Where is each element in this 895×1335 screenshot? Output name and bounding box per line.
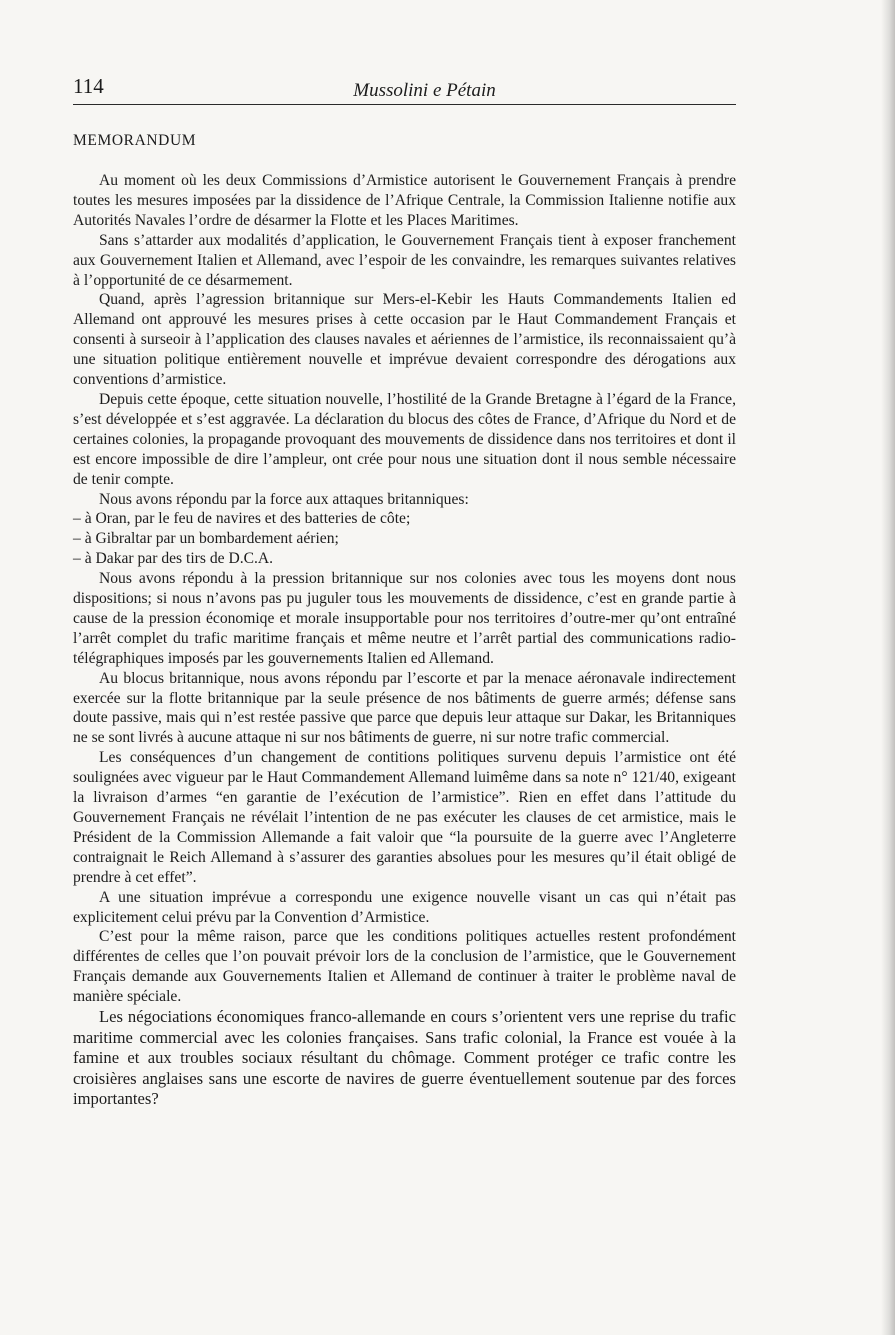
page-header	[73, 70, 736, 105]
list-item: – à Gibraltar par un bombardement aérien;	[73, 530, 339, 548]
paragraph: Nous avons répondu par la force aux attaques britanniques:	[99, 490, 469, 508]
paragraph: Sans s’attarder aux modalités d’application, le Gouvernement Français tient à exposer franchement aux Gouvernement Italien et Allemand, avec l’espoir de les convaindre, les remarques suivantes relatives à l’opportunité de ce désarmement.	[73, 231, 736, 289]
document-page	[73, 70, 736, 1110]
paragraph: A une situation imprévue a correspondu une exigence nouvelle visant un cas qui n’était pas explicitement celui prévu par la Convention d’Armistice.	[73, 888, 736, 926]
paragraph: Au blocus britannique, nous avons répondu par l’escorte et par la menace aéronavale indirectement exercée sur la flotte britannique par la seule présence de nos bâtiments de guerre armés; défense sans doute passive, mais qui n’est restée passive que parce que depuis leur attaque sur Dakar, les Britanniques ne se sont livrés à aucune attaque ni sur nos bâtiments de guerre, ni sur notre trafic commercial.	[73, 669, 736, 747]
memorandum-heading: MEMORANDUM	[73, 132, 197, 149]
paragraph: Au moment où les deux Commissions d’Armistice autorisent le Gouvernement Français à prendre toutes les mesures imposées par la dissidence de l’Afrique Centrale, la Commission Italienne notifie aux Autorités Navales l’ordre de désarmer la Flotte et les Places Maritimes.	[73, 172, 736, 229]
paragraph: Depuis cette époque, cette situation nouvelle, l’hostilité de la Grande Bretagne à l’égard de la France, s’est développée et s’est aggravée. La déclaration du blocus des côtes de France, d’Afrique du Nord et de certaines colonies, la propagande provoquant des mouvements de dissidence dans nos territoires et dont il est encore impossible de dire l’ampleur, ont crée pour nous une situation dont il nous semble nécessaire de tenir compte.	[73, 390, 736, 488]
list-item: – à Oran, par le feu de navires et des batteries de côte;	[73, 510, 411, 528]
page-edge-shadow	[881, 0, 895, 1335]
running-title: Mussolini e Pétain	[353, 80, 496, 101]
paragraph: Quand, après l’agression britannique sur Mers-el-Kebir les Hauts Commandements Italien ed Allemand ont approuvé les mesures prises à cette occasion par le Haut Commandement Français et consenti à surseoir à l’application des clauses navales et aériennes de l’armistice, ils reconnaissaient qu’à une situation politique entièrement nouvelle et imprévue devaient correspondre des dérogations aux conventions d’armistice.	[73, 291, 736, 389]
page-number: 114	[73, 74, 104, 98]
paragraph: Les conséquences d’un changement de contitions politiques survenu depuis l’armistice ont été soulignées avec vigueur par le Haut Commandement Allemand luimême dans sa note n° 121/40, exigeant la livraison d’armes “en garantie de l’exécution de l’armistice”. Rien en effet dans l’attitude du Gouvernement Français ne révélait l’intention de ne pas exécuter les clauses de cet armistice, mais le Président de la Commission Allemande a fait valoir que “la poursuite de la guerre avec l’Angleterre contraignait le Reich Allemand à s’assurer des garanties absolues pour les mesures qu’il était obligé de prendre à cet effet”.	[73, 749, 736, 886]
paragraph: Nous avons répondu à la pression britannique sur nos colonies avec tous les moyens dont nous dispositions; si nous n’avons pas pu juguler tous les mouvements de dissidence, c’est en grande partie à cause de la pression économiqe et morale insupportable pour nos territoires d’outre-mer qu’ont entraîné l’arrêt complet du trafic maritime français et même neutre et l’arrêt partial des communications radio-télégraphiques imposés par les gouvernements Italien ed Allemand.	[73, 570, 736, 667]
paragraph: C’est pour la même raison, parce que les conditions politiques actuelles restent profondément différentes de celles que l’on pouvait prévoir lors de la conclusion de l’armistice, que le Gouvernement Français demande aux Gouvernements Italien et Allemand de continuer à traiter le problème naval de manière spéciale.	[73, 928, 736, 1006]
list-item: – à Dakar par des tirs de D.C.A.	[73, 550, 274, 568]
memorandum-body	[73, 171, 736, 1110]
paragraph: Les négociations économiques franco-allemande en cours s’orientent vers une reprise du trafic maritime commercial avec les colonies françaises. Sans trafic colonial, la France est vouée à la famine et aux troubles sociaux résultant du chômage. Comment protéger ce trafic contre les croisières anglaises sans une escorte de navires de guerre éventuellement soutenue par des forces importantes?	[73, 1007, 736, 1109]
